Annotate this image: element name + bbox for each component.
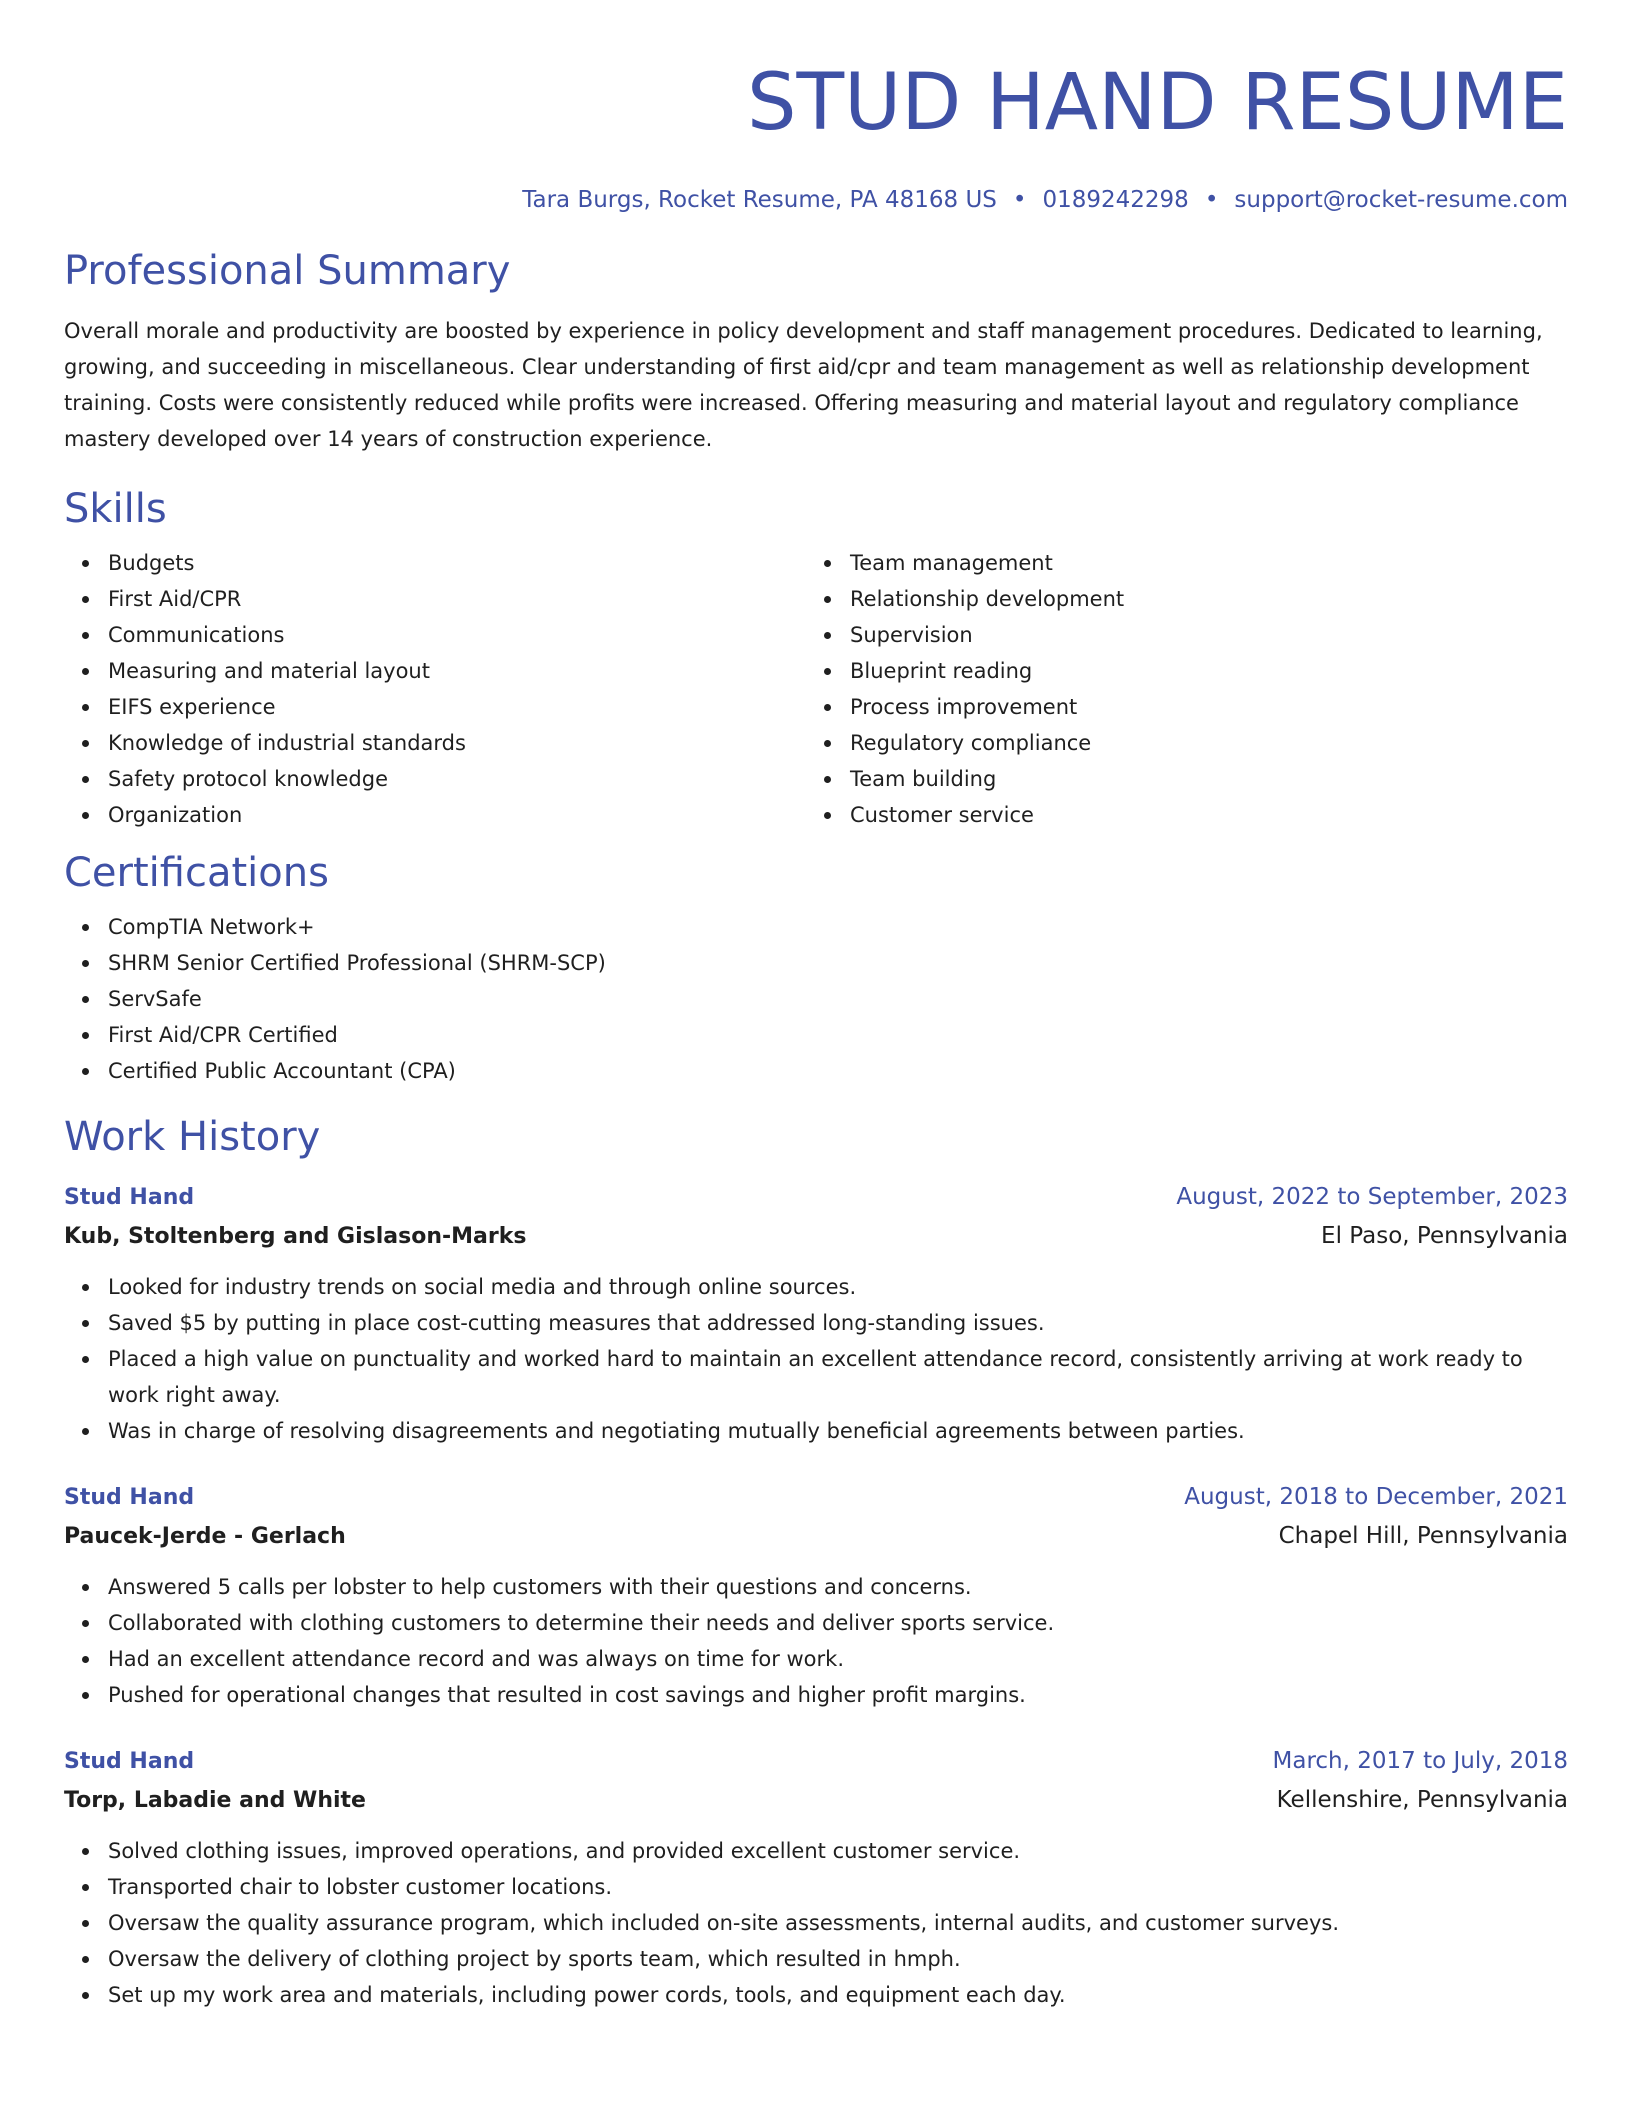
- job-duties: [64, 1269, 1568, 1449]
- skill-item: Safety protocol knowledge: [108, 761, 806, 797]
- skill-item: Regulatory compliance: [850, 725, 1548, 761]
- job-duty: Solved clothing issues, improved operations, and provided excellent customer service.: [108, 1833, 1568, 1869]
- resume-name: STUD HAND RESUME: [747, 58, 1568, 148]
- skill-item: Supervision: [850, 617, 1548, 653]
- job-duties: [64, 1569, 1568, 1713]
- job-entry: [64, 1743, 1568, 2013]
- skill-item: First Aid/CPR: [108, 581, 806, 617]
- skills-column-left: [64, 545, 806, 833]
- resume-page: [64, 0, 1568, 2013]
- job-company: Kub, Stoltenberg and Gislason-Marks: [64, 1224, 527, 1249]
- job-duty: Placed a high value on punctuality and worked hard to maintain an excellent attendance record, consistently arriving at work ready to work right away.: [108, 1341, 1568, 1413]
- certification-item: ServSafe: [108, 981, 1568, 1017]
- certification-item: First Aid/CPR Certified: [108, 1017, 1568, 1053]
- skills-heading: Skills: [64, 486, 167, 532]
- contact-phone: 0189242298: [1042, 187, 1189, 213]
- job-location: Kellenshire, Pennsylvania: [1276, 1787, 1568, 1813]
- job-entry: [64, 1179, 1568, 1449]
- job-duty: Looked for industry trends on social media and through online sources.: [108, 1269, 1568, 1305]
- job-company-row: [64, 1216, 1568, 1257]
- skill-item: Team management: [850, 545, 1548, 581]
- job-title: Stud Hand: [64, 1485, 195, 1510]
- job-dates: March, 2017 to July, 2018: [1272, 1748, 1568, 1774]
- skill-item: Knowledge of industrial standards: [108, 725, 806, 761]
- job-header-row: [64, 1179, 1568, 1216]
- job-header-row: [64, 1743, 1568, 1780]
- job-location: Chapel Hill, Pennsylvania: [1278, 1523, 1568, 1549]
- skill-item: Blueprint reading: [850, 653, 1548, 689]
- certification-item: Certified Public Accountant (CPA): [108, 1053, 1568, 1089]
- job-duty: Had an excellent attendance record and was always on time for work.: [108, 1641, 1568, 1677]
- job-duty: Answered 5 calls per lobster to help customers with their questions and concerns.: [108, 1569, 1568, 1605]
- skills-list: [64, 545, 1568, 833]
- job-company-row: [64, 1780, 1568, 1821]
- skill-item: Budgets: [108, 545, 806, 581]
- job-company: Paucek-Jerde - Gerlach: [64, 1524, 346, 1549]
- job-duty: Oversaw the quality assurance program, which included on-site assessments, internal audits, and customer surveys.: [108, 1905, 1568, 1941]
- contact-separator: •: [1012, 187, 1027, 213]
- job-duty: Set up my work area and materials, including power cords, tools, and equipment each day.: [108, 1977, 1568, 2013]
- job-duty: Collaborated with clothing customers to determine their needs and deliver sports service.: [108, 1605, 1568, 1641]
- job-dates: August, 2018 to December, 2021: [1184, 1484, 1568, 1510]
- job-location: El Paso, Pennsylvania: [1321, 1223, 1568, 1249]
- skill-item: Team building: [850, 761, 1548, 797]
- job-entry: [64, 1479, 1568, 1713]
- skill-item: Customer service: [850, 797, 1548, 833]
- summary-heading: Professional Summary: [64, 248, 511, 294]
- contact-email: support@rocket-resume.com: [1234, 187, 1568, 213]
- skill-item: Process improvement: [850, 689, 1548, 725]
- contact-address: Tara Burgs, Rocket Resume, PA 48168 US: [522, 187, 997, 213]
- job-company: Torp, Labadie and White: [64, 1788, 366, 1813]
- skill-item: Relationship development: [850, 581, 1548, 617]
- contact-line: [64, 185, 1568, 215]
- job-duty: Transported chair to lobster customer locations.: [108, 1869, 1568, 1905]
- skill-item: Communications: [108, 617, 806, 653]
- skills-column-right: [806, 545, 1548, 833]
- certifications-list: [64, 909, 1568, 1089]
- job-company-row: [64, 1516, 1568, 1557]
- skill-item: Measuring and material layout: [108, 653, 806, 689]
- job-duty: Pushed for operational changes that resulted in cost savings and higher profit margins.: [108, 1677, 1568, 1713]
- certifications-heading: Certifications: [64, 850, 329, 896]
- job-title: Stud Hand: [64, 1749, 195, 1774]
- job-duty: Oversaw the delivery of clothing project by sports team, which resulted in hmph.: [108, 1941, 1568, 1977]
- job-header-row: [64, 1479, 1568, 1516]
- job-duty: Saved $5 by putting in place cost-cutting measures that addressed long-standing issues.: [108, 1305, 1568, 1341]
- summary-text: Overall morale and productivity are boosted by experience in policy development and staff management procedures. Dedicated to learning, growing, and succeeding in miscellaneous. Clear understanding of first aid/cpr and team management as well as relationship development training. Costs were consistently reduced while profits were increased. Offering measuring and material layout and regulatory compliance mastery developed over 14 years of construction experience.: [64, 319, 1543, 451]
- job-duty: Was in charge of resolving disagreements and negotiating mutually beneficial agreements between parties.: [108, 1413, 1568, 1449]
- job-duties: [64, 1833, 1568, 2013]
- certification-item: SHRM Senior Certified Professional (SHRM-SCP): [108, 945, 1568, 981]
- certification-item: CompTIA Network+: [108, 909, 1568, 945]
- work-history-heading: Work History: [64, 1114, 321, 1160]
- job-dates: August, 2022 to September, 2023: [1176, 1184, 1568, 1210]
- resume-header: [64, 55, 1568, 215]
- skill-item: Organization: [108, 797, 806, 833]
- contact-separator: •: [1204, 187, 1219, 213]
- skill-item: EIFS experience: [108, 689, 806, 725]
- job-title: Stud Hand: [64, 1185, 195, 1210]
